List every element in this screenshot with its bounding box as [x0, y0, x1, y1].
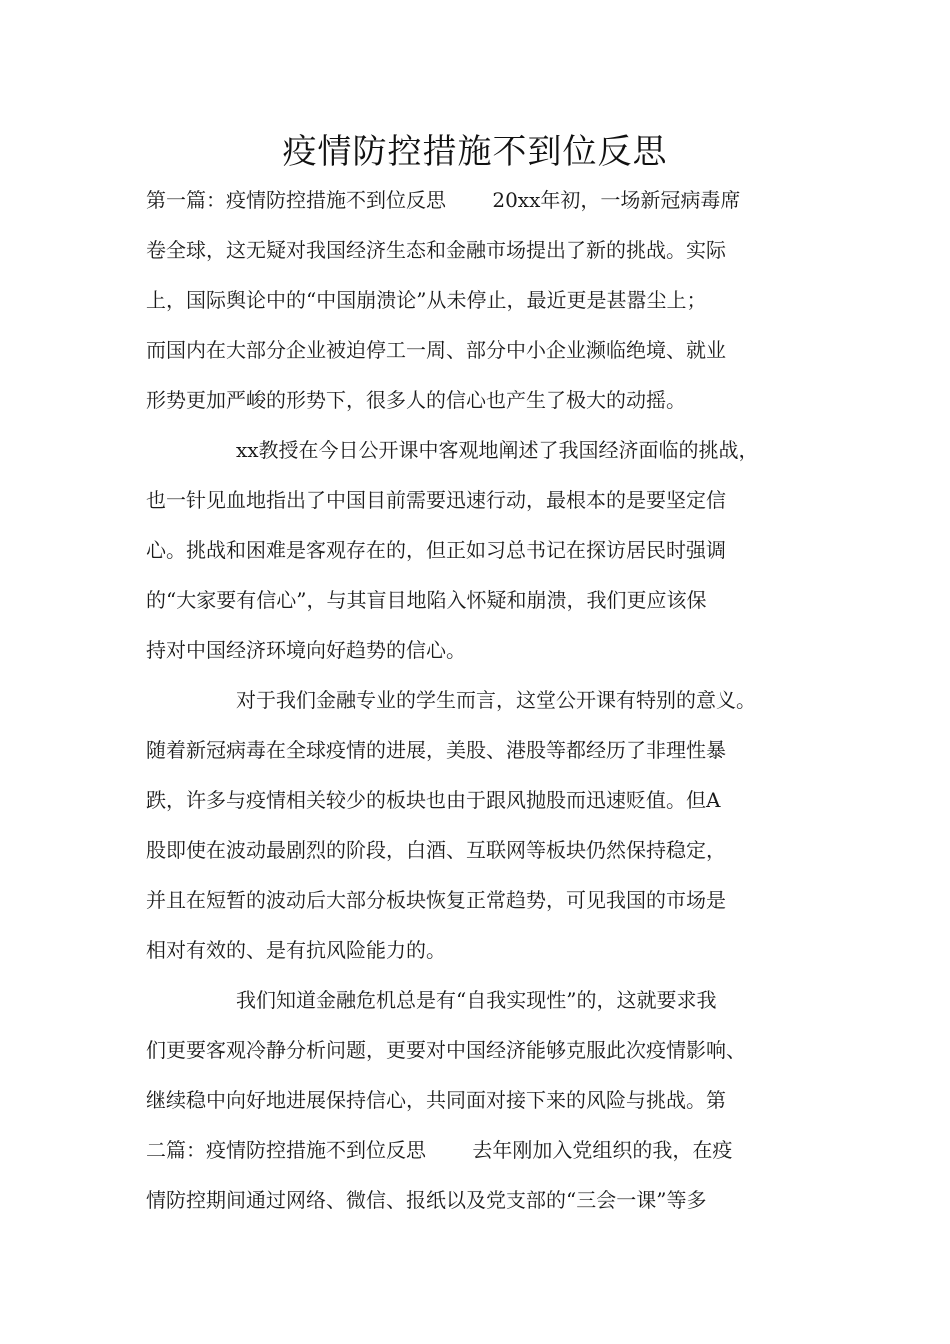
body-line: 的“大家要有信心”，与其盲目地陷入怀疑和崩溃，我们更应该保 — [146, 588, 707, 612]
body-line: 上，国际舆论中的“中国崩溃论”从未停止，最近更是甚嚣尘上； — [146, 288, 707, 312]
body-line: 心。挑战和困难是客观存在的，但正如习总书记在探访居民时强调 — [146, 538, 726, 562]
body-line: 而国内在大部分企业被迫停工一周、部分中小企业濒临绝境、就业 — [146, 338, 726, 362]
body-line: 也一针见血地指出了中国目前需要迅速行动，最根本的是要坚定信 — [146, 488, 726, 512]
body-line: 我们知道金融危机总是有“自我实现性”的，这就要求我 — [236, 988, 717, 1012]
document-title: 疫情防控措施不到位反思 — [282, 132, 668, 172]
body-line: 卷全球，这无疑对我国经济生态和金融市场提出了新的挑战。实际 — [146, 238, 726, 262]
body-line: 们更要客观冷静分析问题，更要对中国经济能够克服此次疫情影响、 — [146, 1038, 746, 1062]
body-line: 持对中国经济环境向好趋势的信心。 — [146, 638, 466, 662]
body-line: 随着新冠病毒在全球疫情的进展，美股、港股等都经历了非理性暴 — [146, 738, 726, 762]
body-line: 跌，许多与疫情相关较少的板块也由于跟风抛股而迅速贬值。但A — [146, 788, 721, 812]
body-line: 形势更加严峻的形势下，很多人的信心也产生了极大的动摇。 — [146, 388, 686, 412]
body-line: 情防控期间通过网络、微信、报纸以及党支部的“三会一课”等多 — [146, 1188, 707, 1212]
body-line: 对于我们金融专业的学生而言，这堂公开课有特别的意义。 — [236, 688, 756, 712]
body-line: 二篇：疫情防控措施不到位反思 去年刚加入党组织的我，在疫 — [146, 1138, 733, 1162]
body-line: 股即使在波动最剧烈的阶段，白酒、互联网等板块仍然保持稳定， — [146, 838, 726, 862]
body-line: xx教授在今日公开课中客观地阐述了我国经济面临的挑战， — [236, 438, 759, 462]
body-line: 第一篇：疫情防控措施不到位反思 20xx年初，一场新冠病毒席 — [146, 188, 741, 212]
body-line: 相对有效的、是有抗风险能力的。 — [146, 938, 446, 962]
body-line: 并且在短暂的波动后大部分板块恢复正常趋势，可见我国的市场是 — [146, 888, 726, 912]
body-line: 继续稳中向好地进展保持信心，共同面对接下来的风险与挑战。第 — [146, 1088, 726, 1112]
